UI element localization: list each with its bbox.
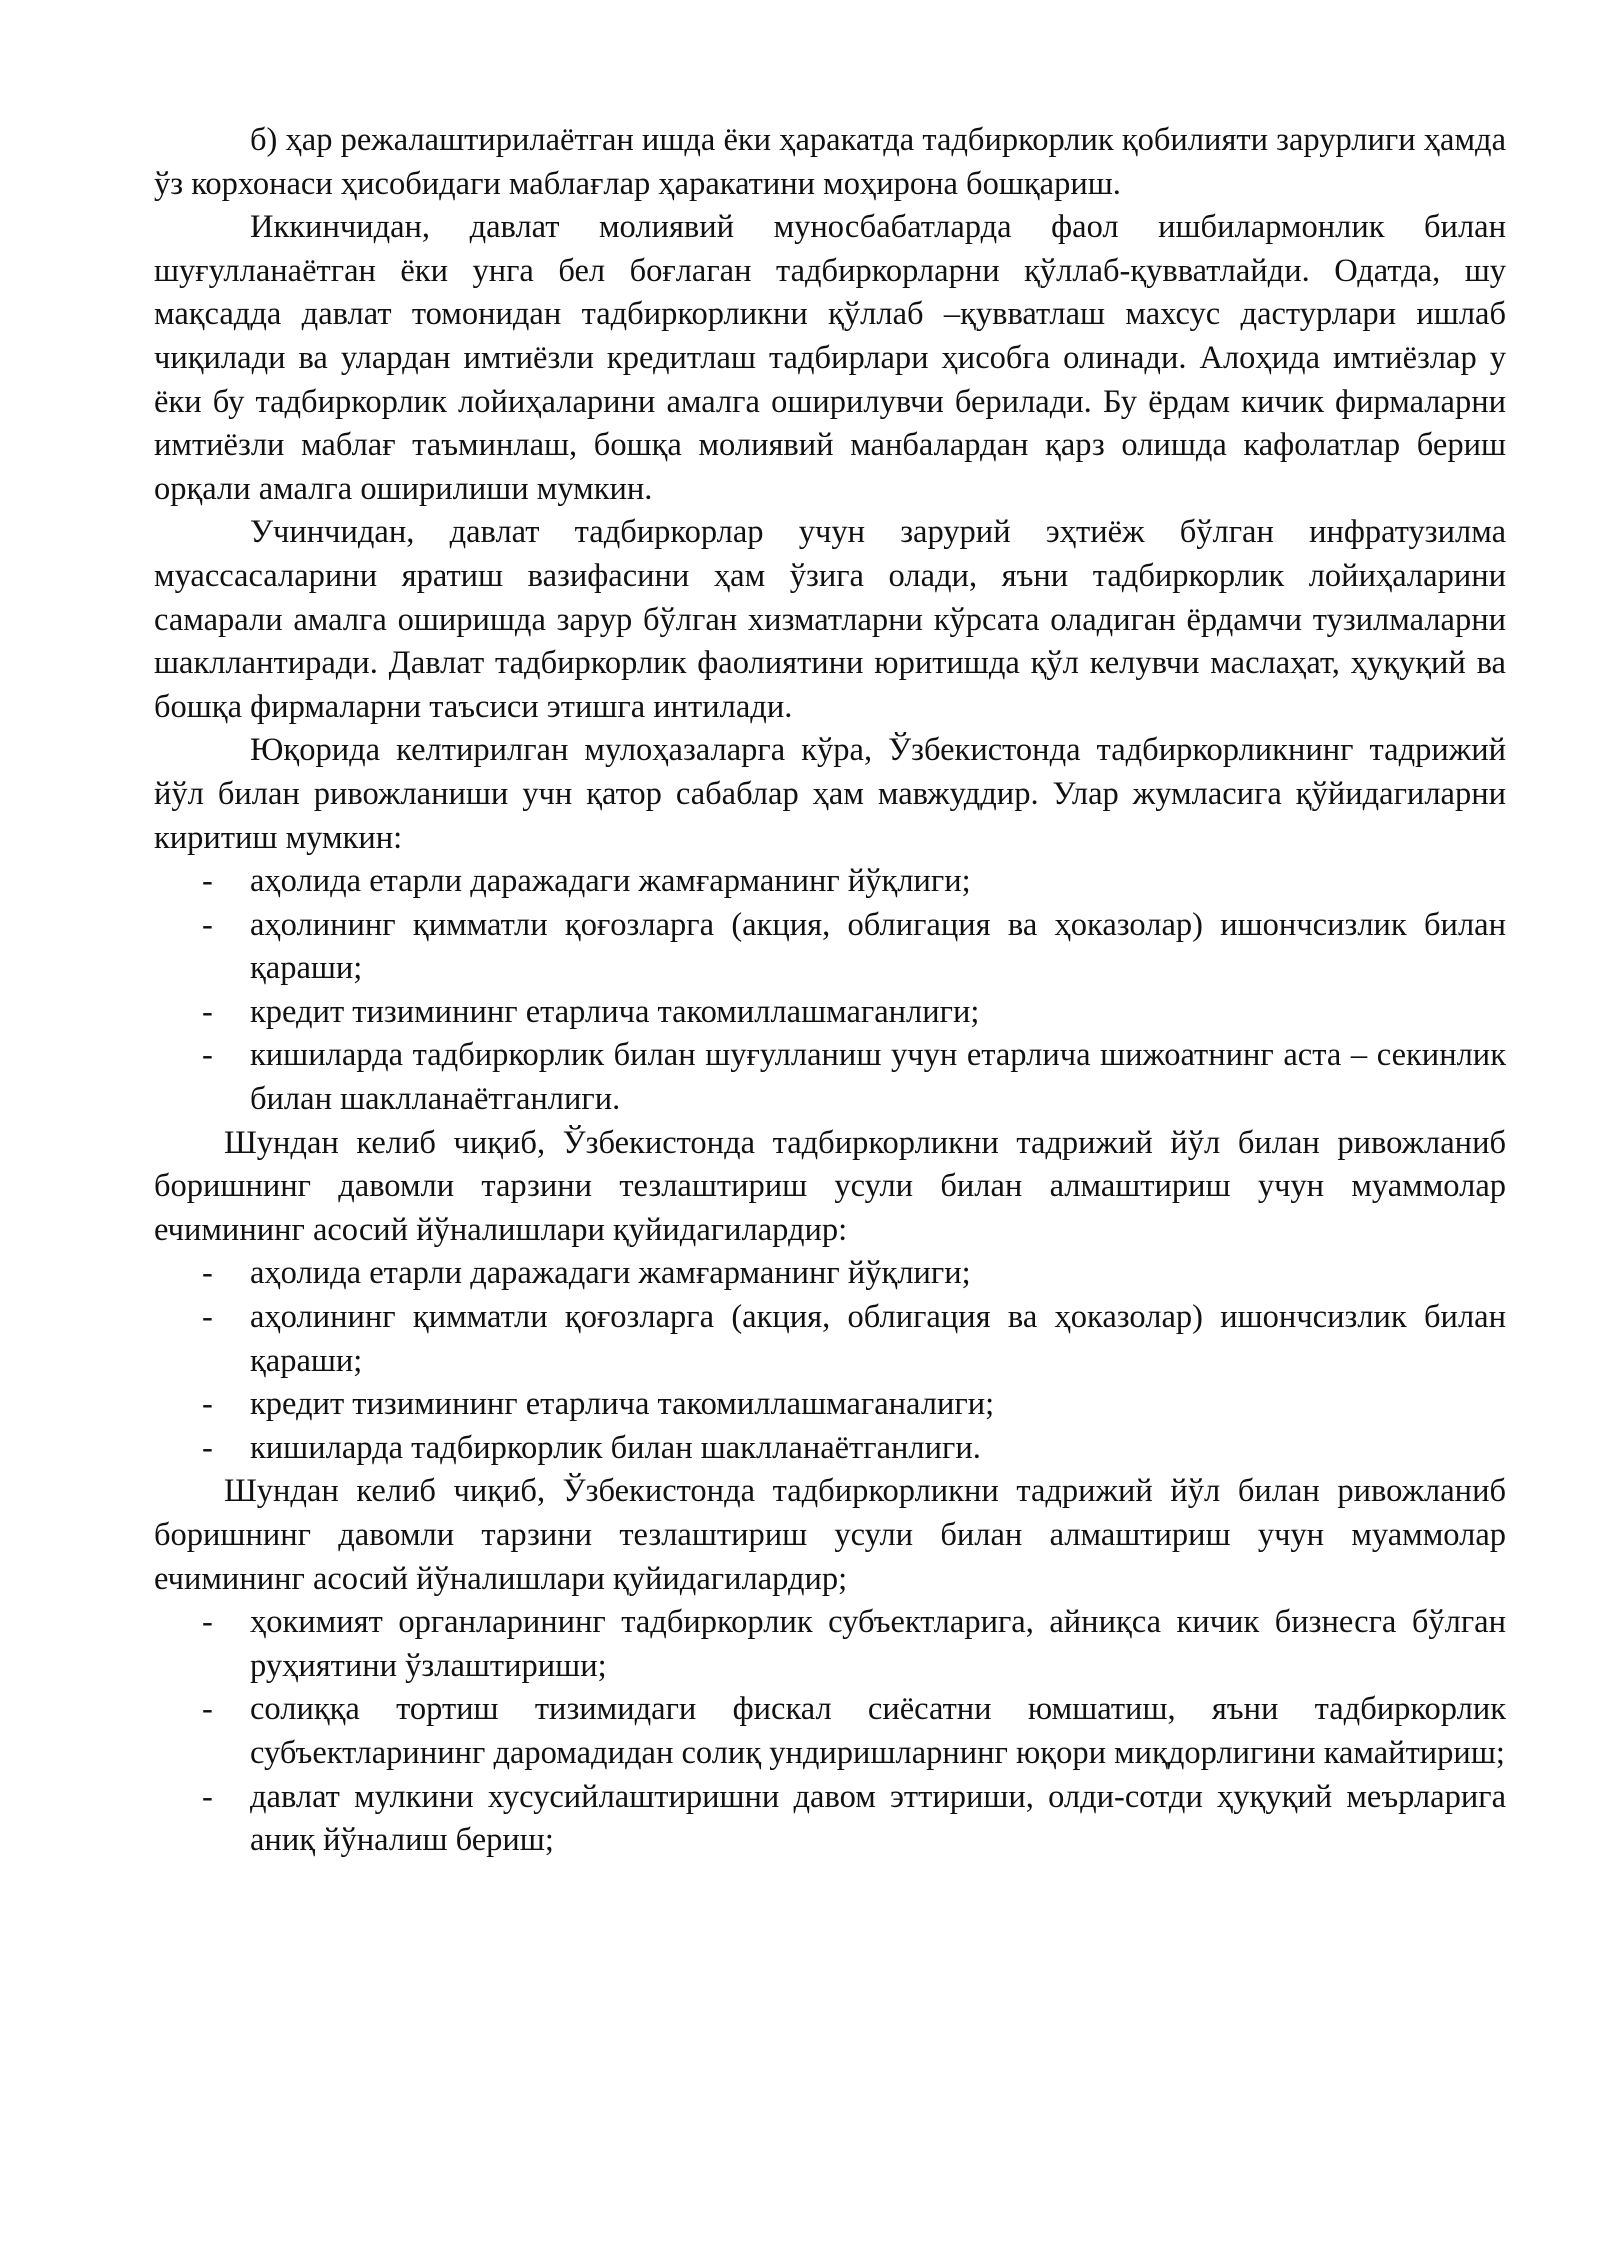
list-item: [202, 1383, 1506, 1427]
list-dash-marker: -: [202, 1691, 213, 1728]
bullet-list-2: [154, 1252, 1506, 1470]
list-item-text: аҳолининг қимматли қоғозларга (акция, облигация ва ҳоказолар) ишончсизлик билан қараши;: [250, 906, 1506, 987]
paragraph-3: Учинчидан, давлат тадбиркорлар учун зарурий эҳтиёж бўлган инфратузилма муассасаларини яратиш вазифасини ҳам ўзига олади, яъни тадбиркорлик лойиҳаларини самарали амалга оширишда зарур бўлган хизматларни кўрсата оладиган ёрдамчи тузилмаларни шакллантиради. Давлат тадбиркорлик фаолиятини юритишда қўл келувчи маслаҳат, ҳуқуқий ва бошқа фирмаларни таъсиси этишга интилади.: [154, 514, 1506, 725]
list-item: [202, 1252, 1506, 1296]
list-dash-marker: -: [202, 1037, 213, 1074]
list-item-text: ҳокимият органларининг тадбиркорлик субъектларига, айниқса кичик бизнесга бўлган руҳиятини ўзлаштириши;: [250, 1604, 1506, 1684]
list-item: [202, 1688, 1506, 1775]
list-dash-marker: -: [202, 863, 213, 900]
list-item-text: солиққа тортиш тизимидаги фискал сиёсатни юмшатиш, яъни тадбиркорлик субъектларининг даромадидан солиқ ундиришларнинг юқори миқдорлигини камайтириш;: [250, 1691, 1506, 1771]
list-dash-marker: -: [202, 1778, 213, 1815]
bullet-list-3: [154, 1601, 1506, 1863]
list-item: [202, 991, 1506, 1035]
list-item-text: давлат мулкини хусусийлаштиришни давом эттириши, олди-сотди ҳуқуқий меърларига аниқ йўналиш бериш;: [250, 1778, 1506, 1859]
list-dash-marker: -: [202, 993, 213, 1030]
list-dash-marker: -: [202, 1255, 213, 1292]
list-item: [202, 860, 1506, 904]
list-dash-marker: -: [202, 1604, 213, 1641]
list-item: [202, 1296, 1506, 1383]
list-item: [202, 1601, 1506, 1688]
list-item: [202, 1427, 1506, 1471]
bullet-list-1: [154, 860, 1506, 1122]
list-item-text: кредит тизимининг етарлича такомиллашмаганалиги;: [250, 1386, 995, 1423]
list-item-text: аҳолида етарли даражадаги жамғарманинг йўқлиги;: [250, 863, 971, 900]
list-dash-marker: -: [202, 1429, 213, 1466]
list-item-text: аҳолининг қимматли қоғозларга (акция, облигация ва ҳоказолар) ишончсизлик билан қараши;: [250, 1299, 1506, 1379]
paragraph-2: Иккинчидан, давлат молиявий муносбабатларда фаол ишбилармонлик билан шуғулланаётган ёки унга бел боғлаган тадбиркорларни қўллаб-қувватлайди. Одатда, шу мақсадда давлат томонидан тадбиркорликни қўллаб –қувватлаш махсус дастурлари ишлаб чиқилади ва улардан имтиёзли кредитлаш тадбирлари ҳисобга олинади. Алоҳида имтиёзлар у ёки бу тадбиркорлик лойиҳаларини амалга оширилувчи берилади. Бу ёрдам кичик фирмаларни имтиёзли маблағ таъминлаш, бошқа молиявий манбалардан қарз олишда кафолатлар бериш орқали амалга оширилиши мумкин.: [154, 209, 1506, 507]
list-dash-marker: -: [202, 1386, 213, 1423]
paragraph-1: б) ҳар режалаштирилаётган ишда ёки ҳаракатда тадбиркорлик қобилияти зарурлиги ҳамда ўз корхонаси ҳисобидаги маблағлар ҳаракатини моҳирона бошқариш.: [154, 122, 1506, 202]
list-item-text: кишиларда тадбиркорлик билан шуғулланиш учун етарлича шижоатнинг аста – секинлик билан шаклланаётганлиги.: [250, 1037, 1506, 1118]
paragraph-6: Шундан келиб чиқиб, Ўзбекистонда тадбиркорликни тадрижий йўл билан ривожланиб боришнинг давомли тарзини тезлаштириш усули билан алмаштириш учун муаммолар ечимининг асосий йўналишлари қуйидагилардир;: [154, 1473, 1506, 1597]
paragraph-5: Шундан келиб чиқиб, Ўзбекистонда тадбиркорликни тадрижий йўл билан ривожланиб боришнинг давомли тарзини тезлаштириш усули билан алмаштириш учун муаммолар ечимининг асосий йўналишлари қуйидагилардир:: [154, 1124, 1506, 1248]
paragraph-4: Юқорида келтирилган мулоҳазаларга кўра, Ўзбекистонда тадбиркорликнинг тадрижий йўл билан ривожланиши учн қатор сабаблар ҳам мавжуддир. Улар жумласига қўйидагиларни киритиш мумкин:: [154, 732, 1506, 856]
list-item-text: аҳолида етарли даражадаги жамғарманинг йўқлиги;: [250, 1255, 971, 1292]
document-body: [154, 119, 1506, 1863]
list-dash-marker: -: [202, 1299, 213, 1336]
list-item: [202, 1776, 1506, 1863]
list-item: [202, 1034, 1506, 1121]
list-item: [202, 904, 1506, 991]
list-item-text: кредит тизимининг етарлича такомиллашмаганлиги;: [250, 993, 980, 1030]
list-item-text: кишиларда тадбиркорлик билан шаклланаётганлиги.: [250, 1429, 981, 1466]
list-dash-marker: -: [202, 906, 213, 943]
